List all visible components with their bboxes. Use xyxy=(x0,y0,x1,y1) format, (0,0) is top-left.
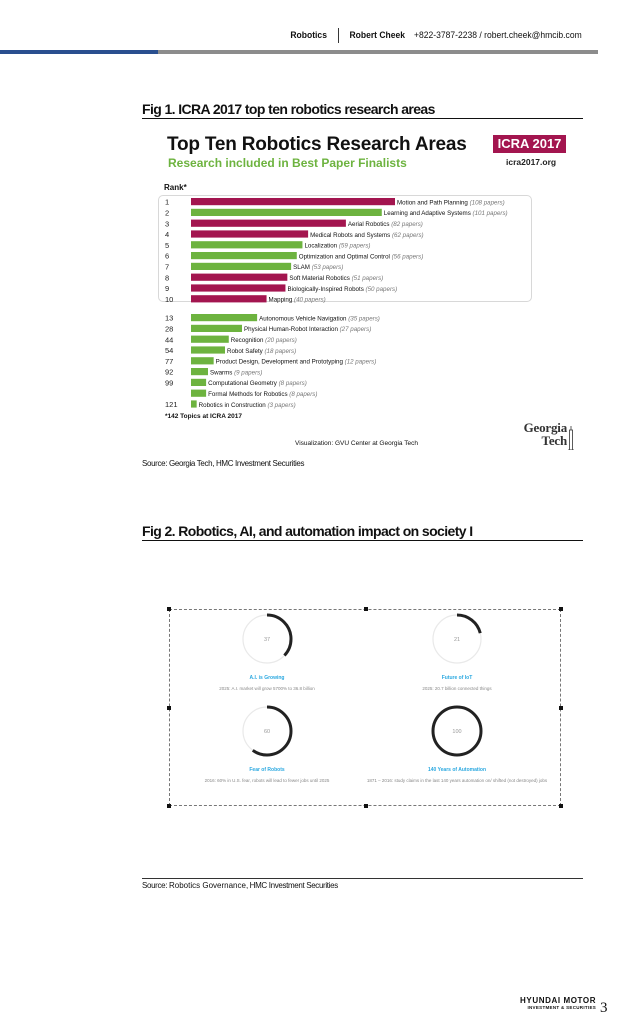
rank-label: 8 xyxy=(165,273,170,283)
rank-label: 1 xyxy=(165,197,170,207)
bar xyxy=(191,241,302,248)
fig1-infographic xyxy=(147,120,583,458)
rank-label: 13 xyxy=(165,313,174,323)
rank-label: 28 xyxy=(165,324,174,334)
bar xyxy=(191,336,229,343)
bar xyxy=(191,346,225,353)
georgia-tech-logo xyxy=(500,420,575,454)
bar-label: Biologically-Inspired Robots (50 papers) xyxy=(287,285,398,293)
impact-title: 140 Years of Automation xyxy=(427,767,487,773)
rank-label: 6 xyxy=(165,251,170,261)
impact-title: Future of IoT xyxy=(441,675,473,681)
fig2-source-suffix: , HMC Investment Securities xyxy=(245,881,338,890)
resize-handle[interactable] xyxy=(167,706,171,710)
resize-handle[interactable] xyxy=(559,706,563,710)
bar xyxy=(191,220,346,227)
bar xyxy=(191,209,382,216)
resize-handle[interactable] xyxy=(167,607,171,611)
bar-label: Robotics in Construction (3 papers) xyxy=(198,401,296,409)
bar-label: Aerial Robotics (82 papers) xyxy=(347,221,423,228)
icra-url: icra2017.org xyxy=(506,157,557,167)
viz-credit: Visualization: GVU Center at Georgia Tech xyxy=(295,440,418,447)
bar-label: Optimization and Optimal Control (56 papers) xyxy=(298,253,424,261)
impact-description: 2025: 20.7 billion connected things xyxy=(422,686,492,691)
rank-header: Rank* xyxy=(164,183,187,192)
ring-number: 21 xyxy=(453,637,461,643)
infographic-subtitle: Research included in Best Paper Finalists xyxy=(168,156,407,170)
rank-label: 121 xyxy=(165,400,178,410)
bar-label: Autonomous Vehicle Navigation (35 papers) xyxy=(259,315,380,323)
progress-ring xyxy=(429,703,485,759)
rank-label: 92 xyxy=(165,367,174,377)
bar xyxy=(191,252,297,259)
tech-tower-icon xyxy=(567,426,575,450)
footer-brand: HYUNDAI MOTOR xyxy=(520,996,597,1005)
rank-label: 9 xyxy=(165,284,170,294)
bar xyxy=(191,295,267,302)
bar-label: Computational Geometry (8 papers) xyxy=(208,380,307,388)
bar xyxy=(191,368,208,375)
impact-title: A.I. is Growing xyxy=(249,675,285,681)
rank-label: 10 xyxy=(165,294,174,304)
progress-ring xyxy=(239,703,295,759)
rank-label: 5 xyxy=(165,240,170,250)
bar-label: Motion and Path Planning (108 papers) xyxy=(397,199,505,207)
bar xyxy=(191,314,257,321)
page-number: 3 xyxy=(600,1000,608,1016)
impact-description: 2016: 60% in U.S. fear, robots will lead to fewer jobs until 2025 xyxy=(204,778,330,783)
impact-title: Fear of Robots xyxy=(249,767,285,773)
resize-handle[interactable] xyxy=(559,607,563,611)
fig2-title: Fig 2. Robotics, AI, and automation impact on society I xyxy=(142,523,583,541)
research-areas-bar-chart xyxy=(147,120,583,420)
bar xyxy=(191,274,287,281)
bar xyxy=(191,230,308,237)
bar-label: SLAM (53 papers) xyxy=(293,264,344,272)
rank-label: 54 xyxy=(165,346,174,356)
icra-badge: ICRA 2017 xyxy=(493,135,566,153)
header-divider xyxy=(338,28,339,43)
fig2-source-body: Robotics Governance xyxy=(169,881,246,890)
rank-label: 44 xyxy=(165,335,174,345)
bar-label: Learning and Adaptive Systems (101 papers) xyxy=(383,210,508,218)
fig1-title: Fig 1. ICRA 2017 top ten robotics research areas xyxy=(142,101,583,119)
ring-number: 100 xyxy=(452,729,462,735)
rank-label: 2 xyxy=(165,208,170,218)
page-header xyxy=(0,0,640,60)
header-rule-accent xyxy=(0,50,158,54)
infographic-title: Top Ten Robotics Research Areas xyxy=(167,134,467,155)
footer-sub: INVESTMENT & SECURITIES xyxy=(527,1005,597,1010)
logo-line2: Tech xyxy=(541,433,567,448)
fig2-source-rule xyxy=(142,878,583,879)
rank-label: 3 xyxy=(165,219,170,229)
impact-description: 1871 – 2016: study claims in the last 140 years automation on/ shifted (not destroyed) jobs xyxy=(366,778,548,783)
header-info xyxy=(291,28,582,43)
bar-label: Product Design, Development and Prototyping (12 papers) xyxy=(215,358,377,366)
bar xyxy=(191,400,197,407)
header-section: Robotics xyxy=(290,30,328,41)
rank-label: 7 xyxy=(165,262,170,272)
bar xyxy=(191,263,291,270)
progress-ring xyxy=(239,611,295,667)
footer-logo xyxy=(520,996,596,1010)
fig2-source xyxy=(142,881,583,890)
resize-handle[interactable] xyxy=(364,804,368,808)
progress-ring xyxy=(429,611,485,667)
fig2-infographic xyxy=(169,609,561,806)
bar-label: Physical Human-Robot Interaction (27 papers) xyxy=(244,326,372,334)
bar-label: Swarms (9 papers) xyxy=(210,369,263,377)
bar xyxy=(191,325,242,332)
bar-label: Recognition (20 papers) xyxy=(230,337,297,344)
bar-label: Localization (59 papers) xyxy=(304,242,371,250)
bar-label: Robot Safety (18 papers) xyxy=(227,347,297,355)
rank-label: 77 xyxy=(165,356,174,366)
topics-note: *142 Topics at ICRA 2017 xyxy=(165,413,242,420)
resize-handle[interactable] xyxy=(559,804,563,808)
rank-label: 4 xyxy=(165,230,170,240)
bar xyxy=(191,357,214,364)
fig1-source: Source: Georgia Tech, HMC Investment Securities xyxy=(142,459,305,468)
resize-handle[interactable] xyxy=(167,804,171,808)
bar xyxy=(191,379,206,386)
bar-label: Medical Robots and Systems (62 papers) xyxy=(310,231,424,239)
bar-label: Formal Methods for Robotics (8 papers) xyxy=(208,391,318,398)
bar xyxy=(191,390,206,397)
bar-label: Mapping (40 papers) xyxy=(268,296,326,304)
rank-label: 99 xyxy=(165,378,174,388)
ring-number: 60 xyxy=(263,729,271,735)
ring-number: 37 xyxy=(263,637,271,643)
bar-label: Soft Material Robotics (51 papers) xyxy=(289,275,384,282)
logo-line1: Georgia xyxy=(523,420,567,435)
header-contact: +822-3787-2238 / robert.cheek@hmcib.com xyxy=(414,30,582,41)
fig2-source-prefix: Source: xyxy=(142,881,169,890)
bar xyxy=(191,198,395,205)
impact-description: 2025: A.I. market will grow 5700% to 36.8 billion xyxy=(219,686,315,691)
resize-handle[interactable] xyxy=(364,607,368,611)
header-analyst: Robert Cheek xyxy=(349,30,406,41)
bar xyxy=(191,284,285,291)
